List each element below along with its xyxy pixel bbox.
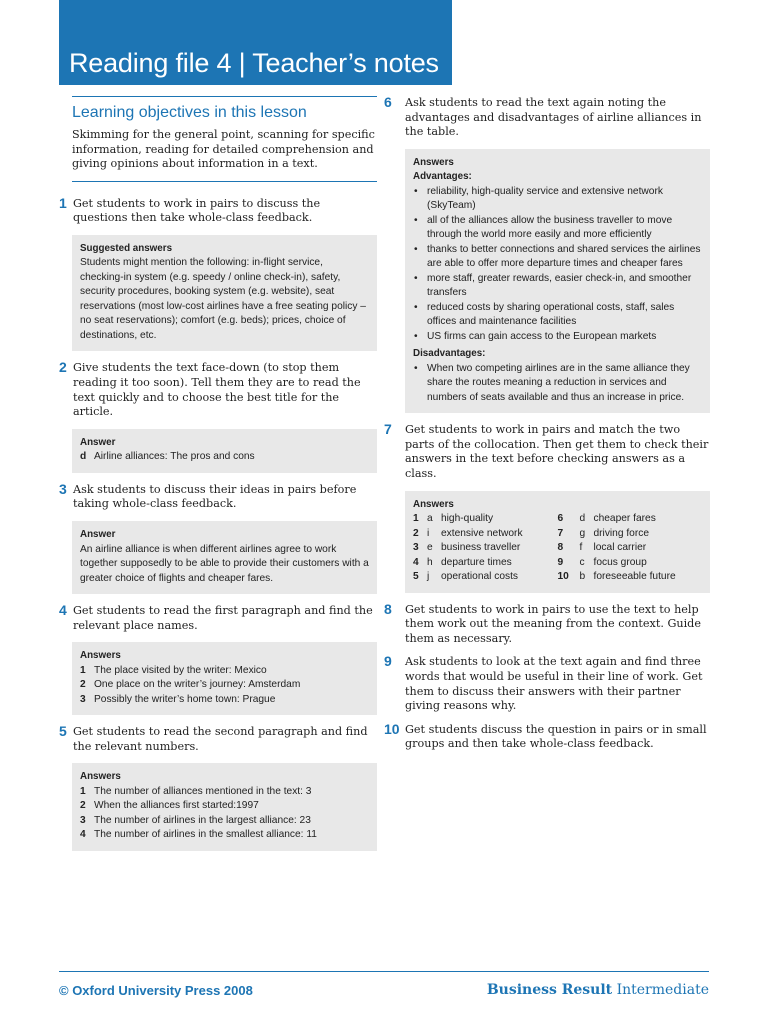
answer-row [80, 828, 369, 843]
left-column [59, 96, 377, 861]
pair-number: 9 [557, 556, 564, 568]
item-2 [59, 361, 377, 419]
item-number: 6 [384, 94, 392, 110]
answer-row [80, 693, 369, 708]
item-9 [384, 655, 710, 713]
pair-number: 1 [413, 513, 419, 525]
pair-number: 5 [413, 571, 419, 583]
answer-row [80, 785, 369, 800]
pair-text: driving force [593, 527, 649, 539]
book-level: Intermediate [612, 982, 709, 998]
collocation-pair [413, 541, 558, 556]
list-item: • US firms can gain access to the European markets [413, 330, 702, 345]
collocation-pair [558, 512, 703, 527]
item-1 [59, 194, 377, 226]
answer-box-1 [72, 235, 377, 352]
item-number: 9 [384, 653, 392, 670]
item-number: 2 [59, 359, 67, 376]
pair-letter: g [579, 527, 586, 539]
page-title: Reading file 4 | Teacher’s notes [59, 0, 452, 85]
item-text: Ask students to read the text again noting the advantages and disadvantages of airline alliances in the table. [405, 96, 702, 139]
pair-number: 4 [413, 556, 419, 568]
collocation-pair [558, 527, 703, 542]
answer-heading: Answers [413, 156, 454, 168]
pair-text: departure times [441, 556, 512, 568]
pair-number: 7 [557, 527, 564, 539]
pair-letter: d [579, 513, 586, 525]
pair-letter: h [427, 556, 433, 568]
book-title-bold: Business Result [486, 982, 613, 998]
item-text: Give students the text face-down (to stop them reading it too soon). Tell them they are to read the text quickly and to choose the best title for the article. [73, 361, 361, 419]
learning-objectives [72, 96, 377, 182]
answer-number: 3 [80, 814, 86, 826]
pair-letter: a [427, 513, 433, 525]
answer-text: One place on the writer’s journey: Amsterdam [94, 679, 301, 691]
answer-box-6 [405, 149, 710, 414]
list-item: • all of the alliances allow the business traveller to move through the world more easily and more efficiently [413, 214, 702, 243]
pair-number: 2 [413, 527, 419, 539]
answer-number: 2 [80, 679, 86, 691]
answer-number: 1 [80, 785, 86, 797]
answer-text: Students might mention the following: in-flight service, checking-in system (e.g. speedy / online check-in), safety, security procedures, booking system (e.g. website), seat reservations (most low-cost airlines have a free seating policy – no seat reservations); comfort (e.g. beds); prices, choice of destinations, etc. [80, 257, 366, 341]
pair-text: operational costs [441, 571, 519, 583]
answer-number: 4 [80, 829, 86, 841]
pair-number: 3 [413, 542, 419, 554]
collocation-column-left [413, 512, 558, 585]
collocation-pair [413, 512, 558, 527]
pair-number: 8 [557, 542, 564, 554]
item-number: 3 [59, 480, 67, 497]
item-text: Get students discuss the question in pairs or in small groups and then take whole-class feedback. [405, 722, 707, 751]
answer-box-4 [72, 642, 377, 715]
answer-heading: Answer [80, 436, 116, 448]
pair-letter: b [579, 571, 586, 583]
answer-box-5 [72, 763, 377, 851]
list-item: • more staff, greater rewards, easier check-in, and smoother transfers [413, 272, 702, 301]
answer-heading: Answers [80, 771, 121, 783]
objectives-text: Skimming for the general point, scanning for specific information, reading for detailed comprehension and giving opinions about information in a text. [72, 128, 375, 171]
answer-text: The place visited by the writer: Mexico [94, 664, 267, 676]
item-number: 1 [59, 194, 67, 211]
pair-text: local carrier [593, 542, 647, 554]
item-text: Get students to read the first paragraph and find the relevant place names. [73, 604, 373, 632]
list-item: • thanks to better connections and shared services the airlines are able to offer more departure times and cheaper fares [413, 243, 702, 272]
pair-text: high-quality [441, 513, 494, 525]
pair-text: foreseeable future [593, 571, 676, 583]
item-text: Get students to work in pairs to use the text to help them work out the meaning from the context. Guide them as necessary. [405, 602, 701, 645]
advantages-heading: Advantages: [413, 171, 472, 183]
pair-letter: f [579, 542, 583, 554]
collocation-grid [413, 512, 702, 585]
answer-number: 2 [80, 800, 86, 812]
right-column [384, 96, 710, 761]
answer-heading: Answers [413, 498, 454, 510]
item-6 [384, 96, 710, 140]
item-3 [59, 480, 377, 512]
item-4 [59, 604, 377, 633]
collocation-pair [558, 570, 703, 585]
advantages-list [413, 185, 702, 345]
pair-letter: e [427, 542, 433, 554]
answer-text: The number of airlines in the largest alliance: 23 [94, 814, 311, 826]
answer-heading: Answers [80, 650, 121, 662]
collocation-pair [413, 527, 558, 542]
pair-letter: c [579, 556, 585, 568]
answer-row [80, 814, 369, 829]
item-number: 10 [384, 720, 400, 737]
pair-text: extensive network [441, 527, 523, 539]
collocation-pair [558, 556, 703, 571]
item-text: Get students to work in pairs to discuss the questions then take whole-class feedback. [73, 196, 321, 225]
answer-row [80, 799, 369, 814]
item-8 [384, 600, 710, 647]
book-title [487, 982, 709, 998]
pair-number: 6 [557, 513, 564, 525]
item-5 [59, 725, 377, 754]
answer-box-2 [72, 429, 377, 473]
collocation-pair [413, 570, 558, 585]
collocation-pair [413, 556, 558, 571]
copyright: © Oxford University Press 2008 [59, 983, 253, 998]
answer-text: Airline alliances: The pros and cons [94, 451, 255, 463]
pair-text: cheaper fares [593, 513, 656, 525]
answer-text: Possibly the writer’s home town: Prague [94, 693, 276, 705]
answer-number: 1 [80, 664, 86, 676]
answer-number: 3 [80, 693, 86, 705]
answer-heading: Answer [80, 529, 116, 541]
pair-text: focus group [593, 556, 647, 568]
answer-text: When the alliances first started:1997 [94, 800, 259, 812]
answer-text: The number of airlines in the smallest alliance: 11 [94, 829, 317, 841]
pair-number: 10 [557, 571, 569, 583]
collocation-column-right [558, 512, 703, 585]
item-7 [384, 423, 710, 481]
answer-letter: d [80, 451, 87, 463]
collocation-pair [558, 541, 703, 556]
pair-letter: j [427, 571, 430, 583]
answer-text: The number of alliances mentioned in the text: 3 [94, 785, 312, 797]
disadvantages-list [413, 362, 702, 406]
list-item: • reduced costs by sharing operational costs, staff, sales offices and maintenance facilities [413, 301, 702, 330]
item-number: 7 [384, 421, 392, 438]
answer-box-3 [72, 521, 377, 594]
answer-row [80, 664, 369, 679]
item-10 [384, 720, 710, 752]
pair-text: business traveller [441, 542, 521, 554]
item-text: Ask students to discuss their ideas in pairs before taking whole-class feedback. [73, 482, 357, 511]
footer-divider [59, 971, 709, 972]
pair-letter: i [427, 527, 430, 539]
item-number: 4 [59, 602, 67, 619]
answer-heading: Suggested answers [80, 242, 173, 254]
disadvantages-heading: Disadvantages: [413, 348, 486, 360]
item-text: Ask students to look at the text again and find three words that would be useful in their line of work. Get them to discuss their answers with their partner giving reasons why. [405, 655, 703, 713]
answer-row [80, 678, 369, 693]
objectives-title: Learning objectives in this lesson [72, 104, 307, 121]
item-number: 5 [59, 723, 67, 740]
item-number: 8 [384, 600, 392, 617]
answer-text: An airline alliance is when different airlines agree to work together supposedly to be able to provide their customers with a greater choice of flights and cheaper fares. [80, 543, 369, 584]
list-item: • reliability, high-quality service and extensive network (SkyTeam) [413, 185, 702, 214]
list-item: • When two competing airlines are in the same alliance they share the routes meaning a reduction in services and numbers of seats available and thus an increase in price. [413, 362, 702, 406]
answer-row [80, 450, 369, 465]
answer-box-7 [405, 491, 710, 593]
item-text: Get students to read the second paragraph and find the relevant numbers. [73, 725, 368, 753]
item-text: Get students to work in pairs and match the two parts of the collocation. Then get them to check their answers in the text before checking answers as a class. [405, 423, 709, 481]
